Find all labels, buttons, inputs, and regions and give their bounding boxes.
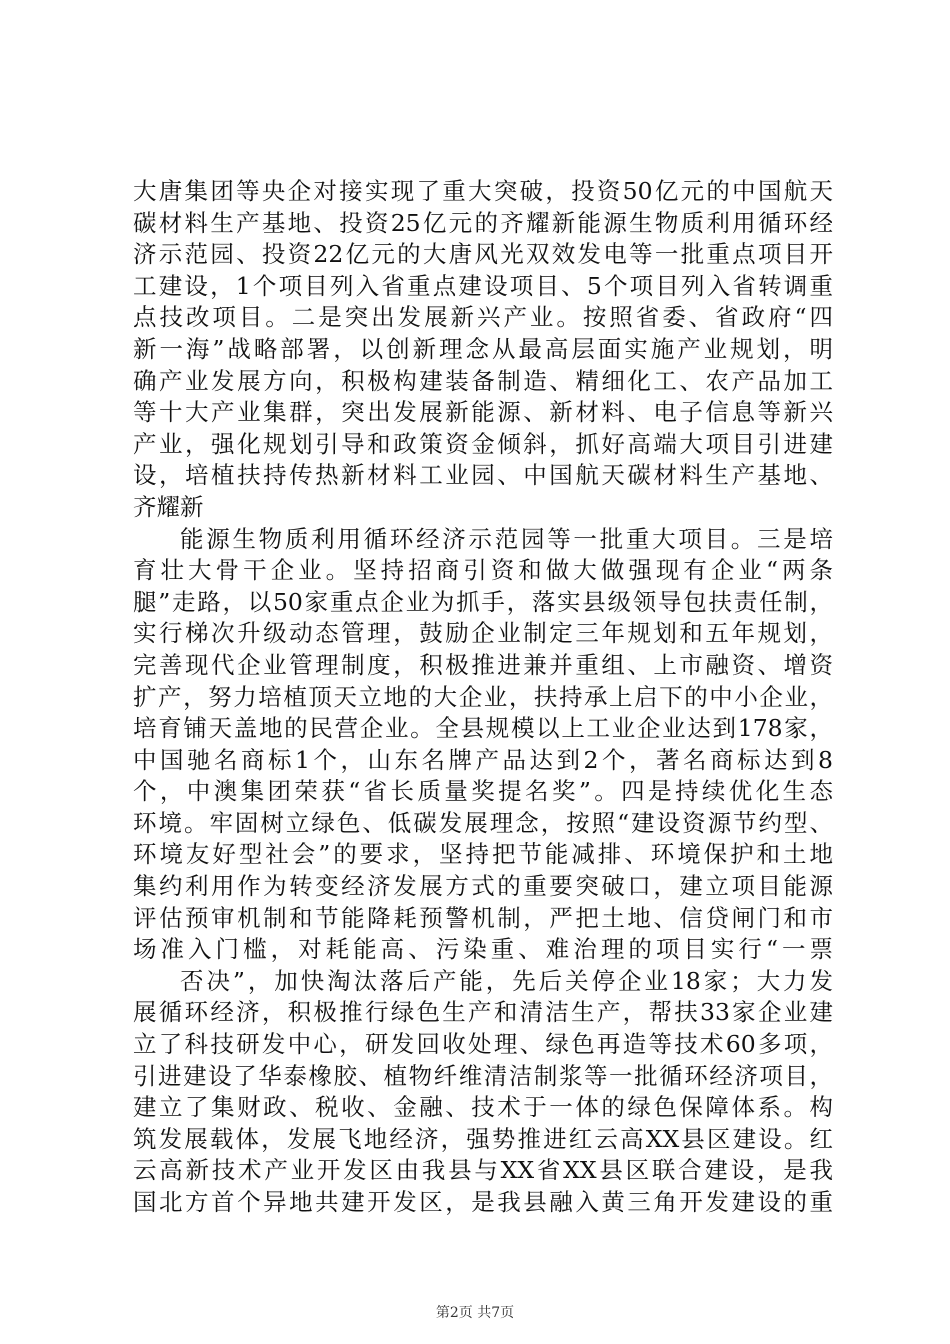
text-line: 云高新技术产业开发区由我县与XX省XX县区联合建设，是我	[133, 1156, 833, 1185]
text-line: 产业，强化规划引导和政策资金倾斜，抓好高端大项目引进建	[133, 429, 833, 458]
text-line: 腿”走路，以50家重点企业为抓手，落实县级领导包扶责任制，	[133, 587, 833, 616]
text-line: 大唐集团等央企对接实现了重大突破，投资50亿元的中国航天	[133, 177, 833, 205]
text-line: 中国驰名商标1个，山东名牌产品达到2个，著名商标达到8	[133, 745, 833, 774]
text-line: 环境。牢固树立绿色、低碳发展理念，按照“建设资源节约型、	[133, 808, 833, 837]
text-line: 新一海”战略部署，以创新理念从最高层面实施产业规划，明	[133, 334, 833, 363]
text-line: 建立了集财政、税收、金融、技术于一体的绿色保障体系。构	[133, 1093, 833, 1122]
text-line: 场准入门槛，对耗能高、污染重、难治理的项目实行“一票	[133, 935, 833, 964]
text-line: 设，培植扶持传热新材料工业园、中国航天碳材料生产基地、	[133, 461, 833, 490]
text-line: 完善现代企业管理制度，积极推进兼并重组、上市融资、增资	[133, 650, 833, 679]
text-line: 等十大产业集群，突出发展新能源、新材料、电子信息等新兴	[133, 398, 833, 427]
text-line: 育壮大骨干企业。坚持招商引资和做大做强现有企业“两条	[133, 556, 833, 585]
text-line: 齐耀新	[133, 492, 204, 521]
text-line: 济示范园、投资22亿元的大唐风光双效发电等一批重点项目开	[133, 240, 833, 269]
text-line: 立了科技研发中心，研发回收处理、绿色再造等技术60多项，	[133, 1030, 833, 1059]
page-number-footer: 第2页 共7页	[435, 1305, 515, 1321]
text-line: 个，中澳集团荣获“省长质量奖提名奖”。四是持续优化生态	[133, 777, 833, 806]
paragraph-start-line: 能源生物质利用循环经济示范园等一批重大项目。三是培	[180, 524, 833, 553]
text-line: 引进建设了华泰橡胶、植物纤维清洁制浆等一批循环经济项目，	[133, 1061, 833, 1090]
text-line: 环境友好型社会”的要求，坚持把节能减排、环境保护和土地	[133, 840, 833, 869]
text-line: 国北方首个异地共建开发区，是我县融入黄三角开发建设的重	[133, 1188, 833, 1216]
text-line: 培育铺天盖地的民营企业。全县规模以上工业企业达到178家，	[133, 714, 833, 743]
text-line: 碳材料生产基地、投资25亿元的齐耀新能源生物质利用循环经	[133, 208, 833, 237]
paragraph-start-line: 否决”，加快淘汰落后产能，先后关停企业18家；大力发	[180, 966, 833, 995]
text-line: 筑发展载体，发展飞地经济，强势推进红云高XX县区建设。红	[133, 1124, 833, 1153]
text-line: 扩产，努力培植顶天立地的大企业，扶持承上启下的中小企业，	[133, 682, 833, 711]
text-line: 工建设，1个项目列入省重点建设项目、5个项目列入省转调重	[133, 271, 833, 300]
text-line: 实行梯次升级动态管理，鼓励企业制定三年规划和五年规划，	[133, 619, 833, 648]
document-body	[133, 176, 833, 1219]
text-line: 展循环经济，积极推行绿色生产和清洁生产，帮扶33家企业建	[133, 998, 833, 1027]
text-line: 确产业发展方向，积极构建装备制造、精细化工、农产品加工	[133, 366, 833, 395]
text-line: 评估预审机制和节能降耗预警机制，严把土地、信贷闸门和市	[133, 903, 833, 932]
text-line: 集约利用作为转变经济发展方式的重要突破口，建立项目能源	[133, 872, 833, 901]
text-line: 点技改项目。二是突出发展新兴产业。按照省委、省政府“四	[133, 303, 833, 332]
